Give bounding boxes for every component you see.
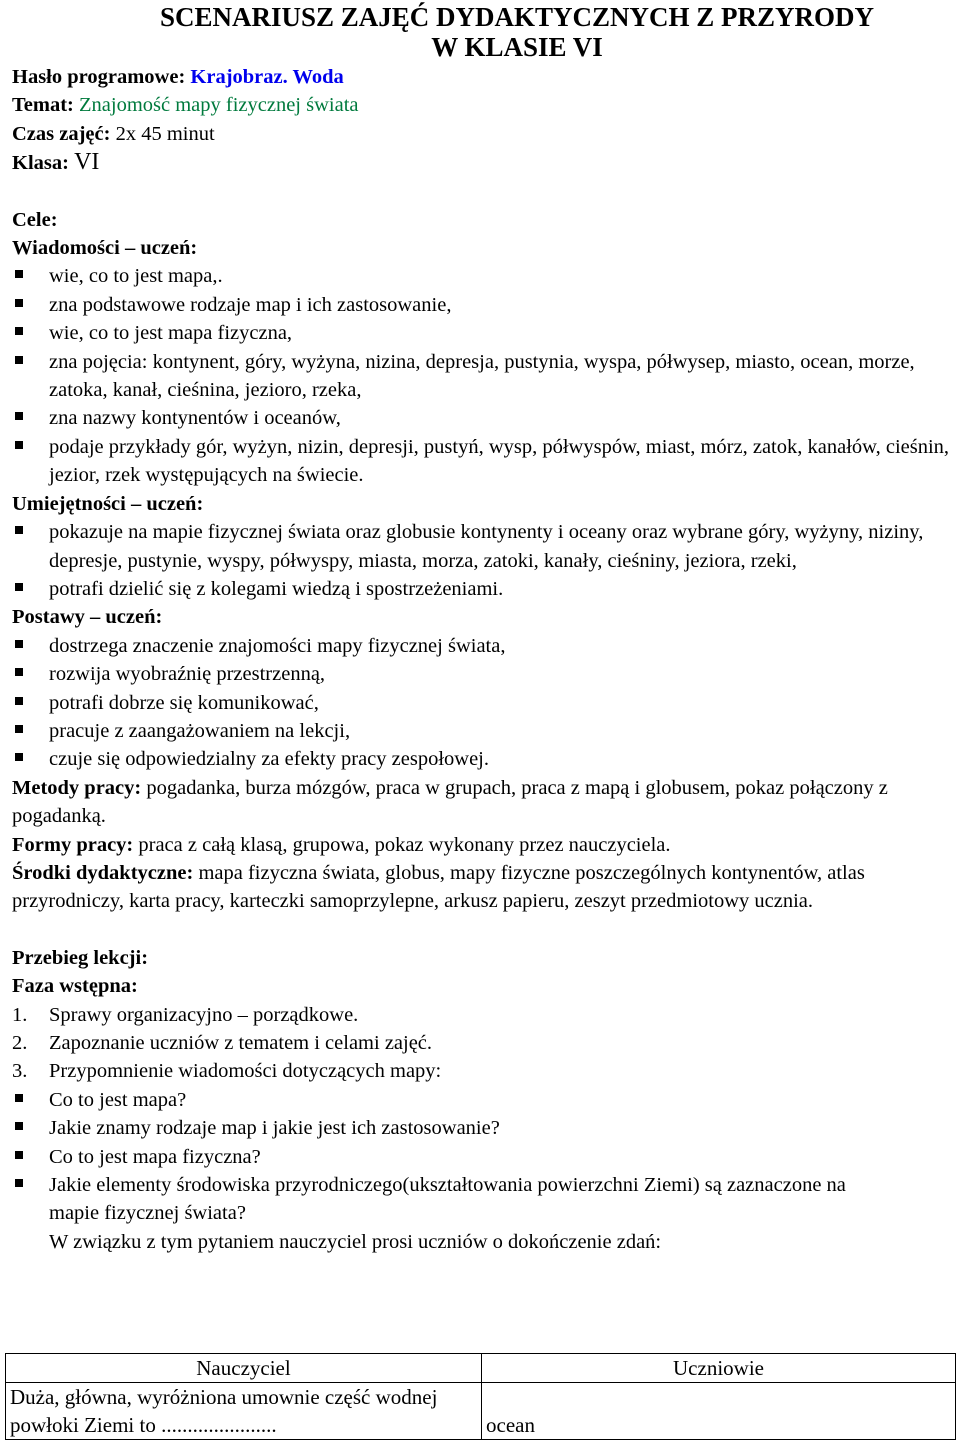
list-item: wie, co to jest mapa fizyczna, <box>12 319 952 347</box>
list-item: Jakie elementy środowiska przyrodniczego(ukształtowania powierzchni Ziemi) są zaznaczone na mapie fizycznej świata? <box>12 1171 952 1228</box>
formy-paragraph <box>12 831 952 859</box>
list-item: Co to jest mapa? <box>12 1086 952 1114</box>
metody-label: Metody pracy: <box>12 776 142 799</box>
wiadomosci-heading: Wiadomości – uczeń: <box>12 237 198 260</box>
temat-label: Temat: <box>12 94 74 117</box>
list-item: dostrzega znaczenie znajomości mapy fizycznej świata, <box>12 632 952 660</box>
title-line-1: SCENARIUSZ ZAJĘĆ DYDAKTYCZNYCH Z PRZYRODY <box>159 2 875 32</box>
list-item <box>12 1029 952 1057</box>
cele-heading: Cele: <box>12 208 58 231</box>
srodki-paragraph <box>12 859 952 916</box>
formy-label: Formy pracy: <box>12 833 134 856</box>
step-number: 1. <box>12 1003 28 1026</box>
metody-paragraph <box>12 774 952 831</box>
step-text: Przypomnienie wiadomości dotyczących mapy: <box>49 1060 442 1083</box>
table-header-students: Uczniowie <box>482 1354 956 1383</box>
temat-value: Znajomość mapy fizycznej świata <box>79 94 359 117</box>
list-item: zna podstawowe rodzaje map i ich zastosowanie, <box>12 291 952 319</box>
list-item <box>12 1001 952 1029</box>
formy-value: praca z całą klasą, grupowa, pokaz wykonany przez nauczyciela. <box>138 833 671 856</box>
step-text: Zapoznanie uczniów z tematem i celami zajęć. <box>49 1032 433 1054</box>
list-item <box>12 1057 952 1085</box>
czas-value: 2x 45 minut <box>115 122 215 145</box>
document-page <box>12 0 952 1256</box>
list-item: potrafi dzielić się z kolegami wiedzą i spostrzeżeniami. <box>12 575 952 603</box>
przebieg-heading: Przebieg lekcji: <box>12 946 149 969</box>
spacer <box>12 916 952 944</box>
step-number: 2. <box>12 1032 28 1054</box>
srodki-label: Środki dydaktyczne: <box>12 861 194 884</box>
table-cell-students: ocean <box>482 1383 956 1440</box>
list-item: potrafi dobrze się komunikować, <box>12 689 952 717</box>
umiejetnosci-heading: Umiejętności – uczeń: <box>12 492 204 515</box>
steps-list <box>12 1001 952 1086</box>
list-item: rozwija wyobraźnię przestrzenną, <box>12 660 952 688</box>
haslo-line <box>12 63 952 91</box>
step-text: Sprawy organizacyjno – porządkowe. <box>49 1003 359 1026</box>
wiadomosci-list <box>12 262 952 489</box>
metody-value: pogadanka, burza mózgów, praca w grupach, praca z mapą i globusem, pokaz połączony z pogadanką. <box>12 776 888 828</box>
klasa-label: Klasa: <box>12 152 69 175</box>
czas-label: Czas zajęć: <box>12 122 111 145</box>
temat-line <box>12 91 952 119</box>
list-item: Co to jest mapa fizyczna? <box>12 1143 952 1171</box>
spacer <box>12 178 952 206</box>
table-cell-teacher: Duża, główna, wyróżniona umownie część wodnej powłoki Ziemi to ...................... <box>6 1383 482 1440</box>
list-item: zna nazwy kontynentów i oceanów, <box>12 404 952 432</box>
klasa-line <box>12 148 952 177</box>
list-item: pokazuje na mapie fizycznej świata oraz globusie kontynenty i oceany oraz wybrane góry, wyżyny, niziny, depresje, pustynie, wyspy, półwyspy, miasta, morza, zatoki, kanały, cieśniny, jeziora, rzeki, <box>12 518 952 575</box>
list-item: Jakie znamy rodzaje map i jakie jest ich zastosowanie? <box>12 1114 952 1142</box>
list-item: pracuje z zaangażowaniem na lekcji, <box>12 717 952 745</box>
list-item: zna pojęcia: kontynent, góry, wyżyna, nizina, depresja, pustynia, wyspa, półwysep, miasto, ocean, morze, zatoka, kanał, cieśnina, jezioro, rzeka, <box>12 348 952 405</box>
postawy-list <box>12 632 952 774</box>
document-title <box>12 2 952 62</box>
haslo-value: Krajobraz. Woda <box>190 66 344 88</box>
title-line-2: W KLASIE VI <box>431 32 603 62</box>
klasa-value: VI <box>74 149 100 176</box>
postawy-heading: Postawy – uczeń: <box>12 606 163 629</box>
teacher-note: W związku z tym pytaniem nauczyciel prosi uczniów o dokończenie zdań: <box>49 1230 662 1253</box>
dialogue-table <box>5 1353 956 1440</box>
haslo-label: Hasło programowe: <box>12 66 186 88</box>
step-number: 3. <box>12 1060 28 1083</box>
umiejetnosci-list <box>12 518 952 603</box>
table-row <box>6 1383 956 1440</box>
table-header-row <box>6 1354 956 1383</box>
table-header-teacher: Nauczyciel <box>6 1354 482 1383</box>
list-item: wie, co to jest mapa,. <box>12 262 952 290</box>
list-item: podaje przykłady gór, wyżyn, nizin, depresji, pustyń, wysp, półwyspów, miast, mórz, zatok, kanałów, cieśnin, jezior, rzek występujących na świecie. <box>12 433 952 490</box>
questions-list <box>12 1086 952 1228</box>
czas-line <box>12 120 952 148</box>
list-item: czuje się odpowiedzialny za efekty pracy zespołowej. <box>12 745 952 773</box>
srodki-value: mapa fizyczna świata, globus, mapy fizyczne poszczególnych kontynentów, atlas przyrodniczy, karta pracy, karteczki samoprzylepne, arkusz papieru, zeszyt przedmiotowy ucznia. <box>12 861 865 913</box>
faza-heading: Faza wstępna: <box>12 975 138 998</box>
